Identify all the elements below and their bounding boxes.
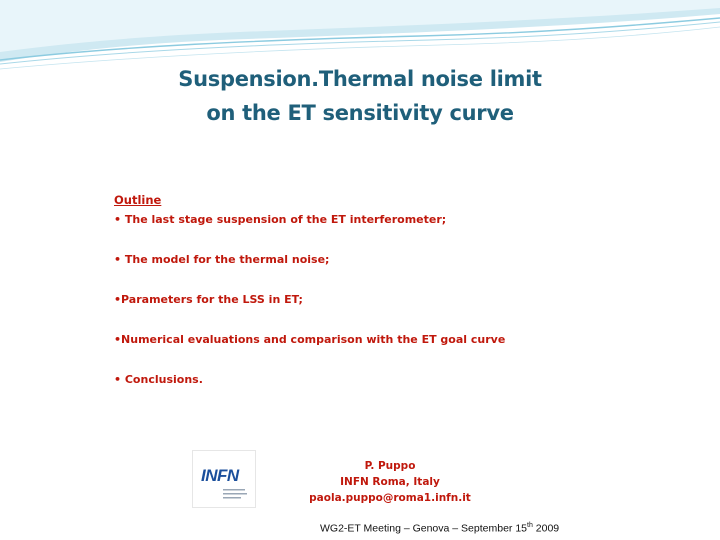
outline-item: •Numerical evaluations and comparison with the ET goal curve xyxy=(114,333,506,346)
footer-meeting-info xyxy=(320,522,559,535)
author-affiliation: INFN Roma, Italy xyxy=(340,476,440,488)
outline-item: • The model for the thermal noise; xyxy=(114,253,330,266)
outline-item: • Conclusions. xyxy=(114,373,203,386)
title-line-2: on the ET sensitivity curve xyxy=(206,101,514,125)
author-name: P. Puppo xyxy=(364,460,416,472)
footer-suffix: 2009 xyxy=(532,522,560,535)
footer-prefix: WG2-ET Meeting – Genova – September 15 xyxy=(320,522,527,535)
author-block xyxy=(270,458,510,506)
outline-heading: Outline xyxy=(114,193,162,207)
infn-logo-text: INFN xyxy=(201,466,239,485)
title-line-1: Suspension.Thermal noise limit xyxy=(178,67,542,91)
outline-item: • The last stage suspension of the ET interferometer; xyxy=(114,213,447,226)
outline-item: •Parameters for the LSS in ET; xyxy=(114,293,303,306)
slide-title xyxy=(60,62,660,130)
logo-small-print xyxy=(223,488,249,500)
infn-logo xyxy=(192,450,256,508)
footer-superscript: th xyxy=(527,522,533,529)
author-email: paola.puppo@roma1.infn.it xyxy=(309,492,471,504)
